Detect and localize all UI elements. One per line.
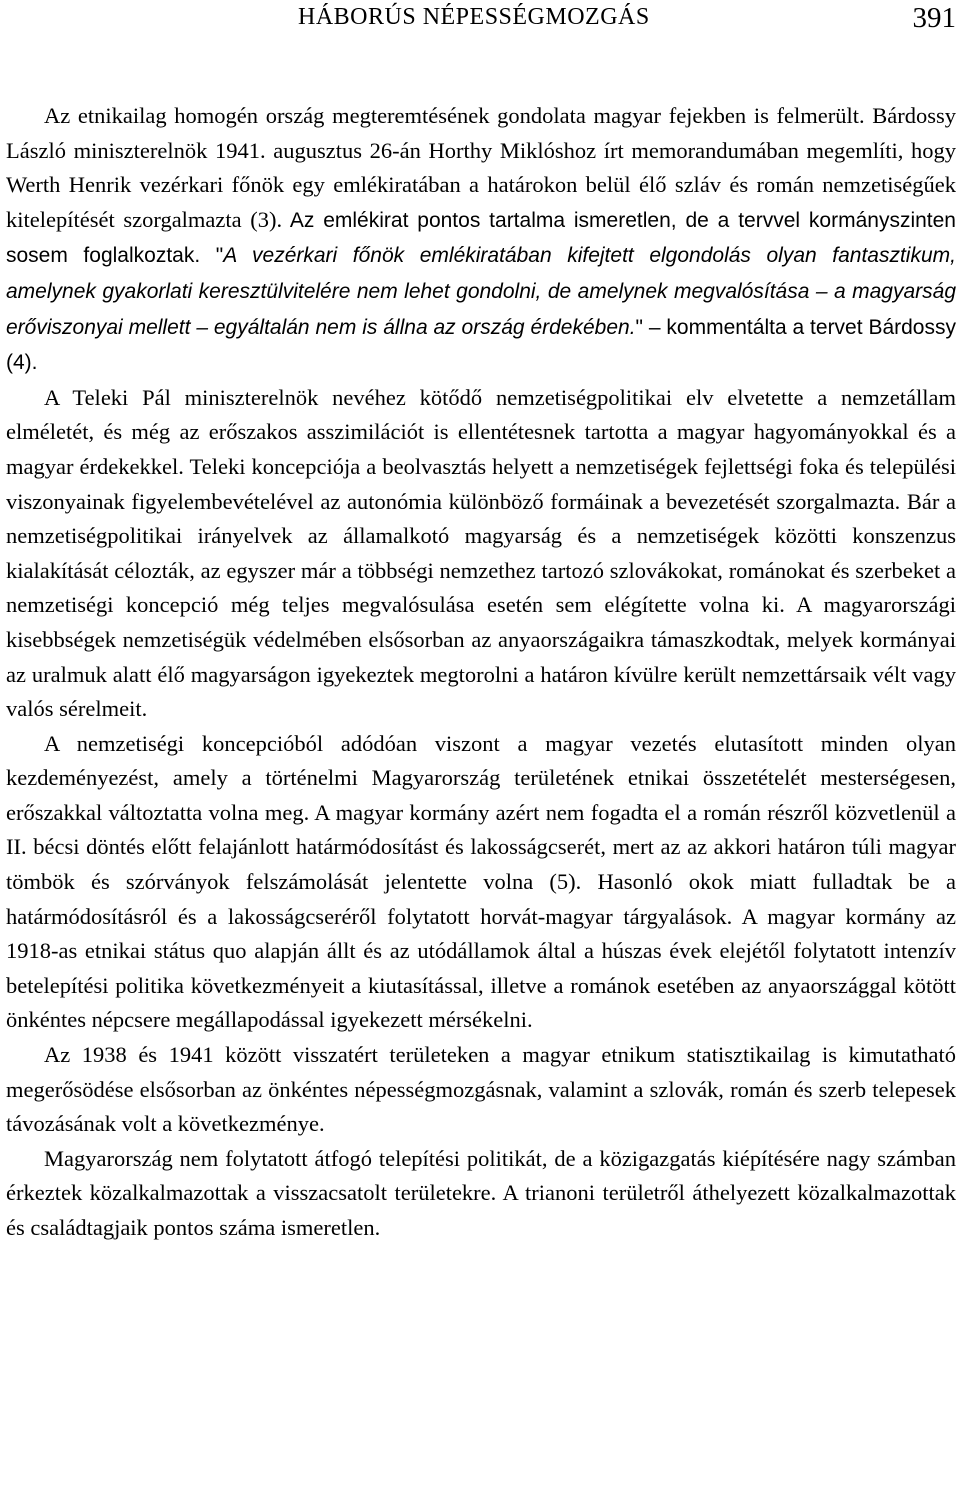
bardossy-quote: A vezérkari főnök emlékiratában kifejtett elgondolás olyan fantasztikum, amelynek gyakorlati keresztülvitelére nem lehet gondolni, de amelynek megvalósítása – a magyarság erőviszonyai mellett – egyáltalán nem is állna az ország érdekében. — [6, 244, 956, 339]
running-header — [0, 0, 960, 44]
running-title: HÁBORÚS NÉPESSÉGMOZGÁS — [298, 4, 650, 30]
paragraph-4: Az 1938 és 1941 között visszatért területeken a magyar etnikum statisztikailag is kimutatható megerősödése elsősorban az önkéntes népességmozgásnak, valamint a szlovák, román és szerb telepesek távozásának volt a következménye. — [6, 1042, 956, 1137]
paragraph-1-serif-text: Az etnikailag homogén ország megteremtésének gondolata magyar fejekben is felmerült. Bárdossy László miniszterelnök 1941. augusztus 26-án Horthy Miklóshoz írt memorandumában megemlíti, hogy Werth Henrik vezérkari főnök egy emlékiratában a határokon belül élő szláv és román nemzetiségűek kitelepítését szorgalmazta (3). — [6, 103, 956, 232]
paragraph-2: A Teleki Pál miniszterelnök nevéhez kötődő nemzetiségpolitikai elv elvetette a nemzetállam elméletét, és még az erőszakos asszimilációt is ellentétesnek tartotta a magyar hagyományokkal és a magyar érdekekkel. Teleki koncepciója a beolvasztás helyett a nemzetiségek fejlettségi foka és települési viszonyainak figyelembevételével az autonómia különböző formáinak a bevezetését szorgalmazta. Bár a nemzetiségpolitikai irányelvek az államalkotó magyarság és a nemzetiségek közötti konszenzus kialakítását célozták, az egyszer már a többségi nemzethez tartozó szlovákokat, románokat és szerbeket a nemzetiségi koncepció még teljes megvalósulása esetén sem elégítette volna ki. A magyarországi kisebbségek nemzetiségük védelmében elsősorban az anyaországaikra támaszkodtak, melyek kormányai az uralmuk alatt élő magyarságon igyekeztek megtorolni a határon kívülre került nemzettársaik vélt vagy valós sérelmeit. — [6, 384, 956, 722]
body-text — [6, 99, 956, 1246]
paragraph-5: Magyarország nem folytatott átfogó telepítési politikát, de a közigazgatás kiépítésére nagy számban érkeztek közalkalmazottak a visszacsatolt területekre. A trianoni területről áthelyezett közalkalmazottak és családtagjaik pontos száma ismeretlen. — [6, 1145, 956, 1240]
page-number: 391 — [912, 2, 956, 34]
paragraph-3: A nemzetiségi koncepcióból adódóan viszont a magyar vezetés elutasított minden olyan kezdeményezést, amely a történelmi Magyarország területének etnikai összetételét mesterségesen, erőszakkal változtatta volna meg. A magyar kormány azért nem fogadta el a román részről közvetlenül a II. bécsi döntés előtt felajánlott határmódosítást és lakosságcserét, mert az az akkori határon túli magyar tömbök és szórványok felszámolását jelentette volna (5). Hasonló okok miatt fulladtak be a határmódosításról és a lakosságcseréről folytatott horvát-magyar tárgyalások. A magyar kormány az 1918-as etnikai státus quo alapján állt és az utódállamok által a húszas évek elejétől folytatott intenzív betelepítési politika következményeit a kiutasítással, illetve a románok esetében az anyaországgal kötött önkéntes népcsere megállapodással igyekezett mérsékelni. — [6, 730, 956, 1033]
paragraph-1 — [6, 99, 956, 381]
paragraph-1-sans-end: " – kommentálta a tervet Bárdossy (4). — [6, 315, 956, 375]
paragraph-1-sans-text: Az emlékirat pontos tartalma ismeretlen, de a tervvel kormányszinten sosem foglalkoztak. " — [6, 208, 956, 268]
